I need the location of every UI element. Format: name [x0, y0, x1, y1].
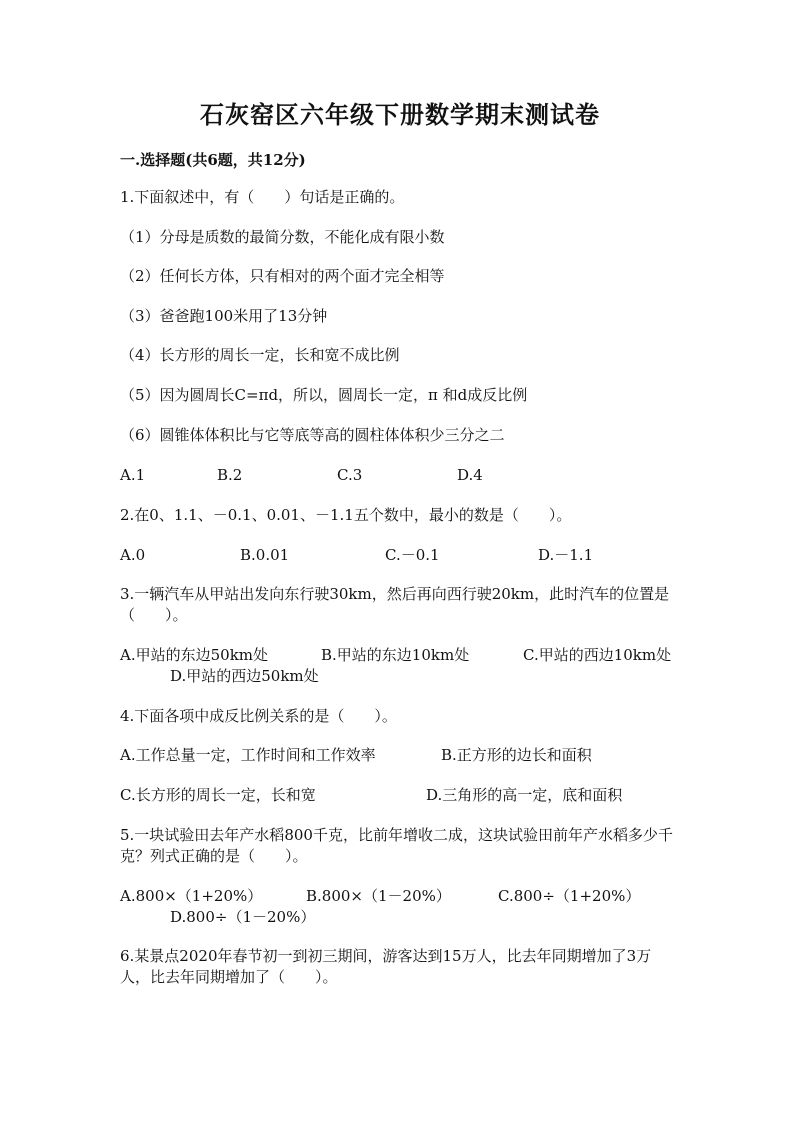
- question-2-option-b: B.0.01: [240, 546, 290, 564]
- question-3-option-d: D.甲站的西边50km处: [170, 667, 319, 685]
- question-1-statement: （4）长方形的周长一定，长和宽不成比例: [120, 346, 400, 364]
- question-1-option-d: D.4: [457, 466, 483, 484]
- question-2-option-d: D.－1.1: [538, 546, 594, 564]
- question-1-stem: 1.下面叙述中，有（ ）句话是正确的。: [120, 188, 405, 206]
- question-4-option-b: B.正方形的边长和面积: [441, 746, 592, 764]
- question-3-option-c: C.甲站的西边10km处: [523, 646, 672, 664]
- question-3-stem: 3.一辆汽车从甲站出发向东行驶30km，然后再向西行驶20km，此时汽车的位置是（ ）。: [120, 585, 670, 624]
- question-1-option-b: B.2: [217, 466, 243, 484]
- question-2-stem: 2.在0、1.1、－0.1、0.01、－1.1五个数中，最小的数是（ ）。: [120, 506, 572, 524]
- section-heading: 一.选择题(共6题，共12分): [120, 151, 306, 169]
- question-3-option-a: A.甲站的东边50km处: [120, 646, 269, 664]
- question-1-statement: （6）圆锥体体积比与它等底等高的圆柱体体积少三分之二: [120, 426, 505, 444]
- question-1-statement: （2）任何长方体，只有相对的两个面才完全相等: [120, 267, 445, 285]
- question-4-option-a: A.工作总量一定，工作时间和工作效率: [120, 746, 376, 764]
- question-5-option-a: A.800×（1+20%）: [120, 887, 263, 905]
- question-1-statement: （5）因为圆周长C=πd，所以，圆周长一定，π 和d成反比例: [120, 386, 528, 404]
- question-3-option-b: B.甲站的东边10km处: [321, 646, 470, 664]
- question-5-option-b: B.800×（1－20%）: [306, 887, 451, 905]
- page-title: 石灰窑区六年级下册数学期末测试卷: [200, 100, 600, 129]
- question-1-option-c: C.3: [337, 466, 363, 484]
- question-1-option-a: A.1: [120, 466, 146, 484]
- question-6-stem: 6.某景点2020年春节初一到初三期间，游客达到15万人，比去年同期增加了3万人，比去年同期增加了（ ）。: [120, 947, 652, 986]
- question-1-statement: （1）分母是质数的最简分数，不能化成有限小数: [120, 228, 445, 246]
- question-5-option-c: C.800÷（1+20%）: [498, 887, 641, 905]
- question-2-option-a: A.0: [120, 546, 146, 564]
- question-1-statement: （3）爸爸跑100米用了13分钟: [120, 307, 328, 325]
- question-5-option-d: D.800÷（1－20%）: [170, 908, 316, 926]
- question-5-stem: 5.一块试验田去年产水稻800千克，比前年增收二成，这块试验田前年产水稻多少千克？列式正确的是（ ）。: [120, 826, 673, 865]
- question-4-option-c: C.长方形的周长一定，长和宽: [120, 786, 316, 804]
- question-4-option-d: D.三角形的高一定，底和面积: [426, 786, 623, 804]
- question-4-stem: 4.下面各项中成反比例关系的是（ ）。: [120, 707, 397, 725]
- question-2-option-c: C.－0.1: [385, 546, 440, 564]
